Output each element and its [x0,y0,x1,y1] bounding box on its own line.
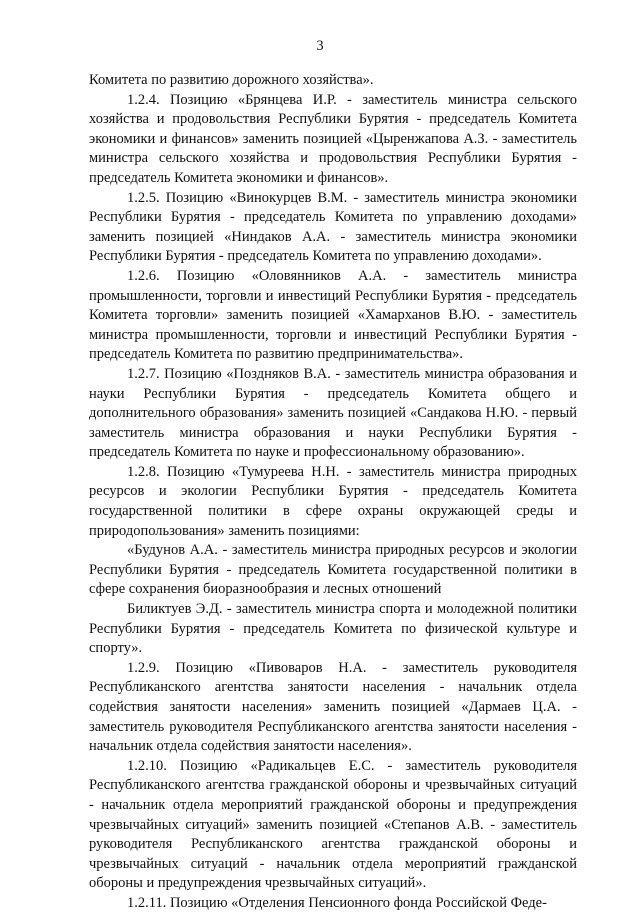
page-number: 3 [316,38,324,54]
paragraph-1-2-11: 1.2.11. Позицию «Отделения Пенсионного фонда Российской Феде- [127,894,547,911]
paragraph-1-2-4: 1.2.4. Позицию «Брянцева И.Р. - заместитель министра сельского хозяйства и продовольствия Республики Бурятия - председатель Комитета экономики и финансов» заменить позицией «Цыренжапова А.З. - заместитель министра сельского хозяйства и продовольствия Республики Бурятия - председатель Комитета экономики и финансов». [89,91,577,186]
paragraph-1-2-8: 1.2.8. Позицию «Тумуреева Н.Н. - заместитель министра природных ресурсов и экологии Республики Бурятия - председатель Комитета государственной политики в сфере охраны окружающей среды и природопользования» заменить позициями: [89,463,577,539]
paragraph-1-2-7: 1.2.7. Позицию «Поздняков В.А. - заместитель министра образования и науки Республики Бурятия - председатель Комитета общего и дополнительного образования» заменить позицией «Сандакова Н.Ю. - первый заместитель министра образования и науки Республики Бурятия - председатель Комитета по науке и профессиональному образованию». [89,365,577,461]
paragraph-1-2-5: 1.2.5. Позицию «Винокурцев В.М. - заместитель министра экономики Республики Бурятия - председатель Комитета по управлению доходами» заменить позицией «Ниндаков А.А. - заместитель министра экономики Республики Бурятия - председатель Комитета по управлению доходами». [89,189,577,265]
paragraph-budunov: «Будунов А.А. - заместитель министра природных ресурсов и экологии Республики Бурятия - председатель Комитета государственной политики в сфере сохранения биоразнообразия и лесных отношений [89,542,577,598]
paragraph-1-2-10: 1.2.10. Позицию «Радикальцев Е.С. - заместитель руководителя Республиканского агентства гражданской обороны и чрезвычайных ситуаций - начальник отдела мероприятий гражданской обороны и предупреждения чрезвычайных ситуаций» заменить позицией «Степанов А.В. - заместитель руководителя Республиканского агентства гражданской обороны и чрезвычайных ситуаций - начальник отдела мероприятий гражданской обороны и предупреждения чрезвычайных ситуаций». [89,757,577,892]
paragraph-biliktuev: Биликтуев Э.Д. - заместитель министра спорта и молодежной политики Республики Бурятия - председатель Комитета по физической культуре и спорту». [89,601,577,657]
document-body [89,71,577,914]
paragraph-1-2-9: 1.2.9. Позицию «Пивоваров Н.А. - заместитель руководителя Республиканского агентства занятости населения - начальник отдела содействия занятости населения» заменить позицией «Дармаев Ц.А. - заместитель руководителя Республиканского агентства занятости населения - начальник отдела содействия занятости населения». [89,659,577,755]
paragraph-continuation: Комитета по развитию дорожного хозяйства». [89,72,374,88]
paragraph-1-2-6: 1.2.6. Позицию «Оловянников А.А. - заместитель министра промышленности, торговли и инвестиций Республики Бурятия - председатель Комитета торговли» заменить позицией «Хамарханов В.Ю. - заместитель министра промышленности, торговли и инвестиций Республики Бурятия - председатель Комитета по развитию предпринимательства». [89,267,577,363]
